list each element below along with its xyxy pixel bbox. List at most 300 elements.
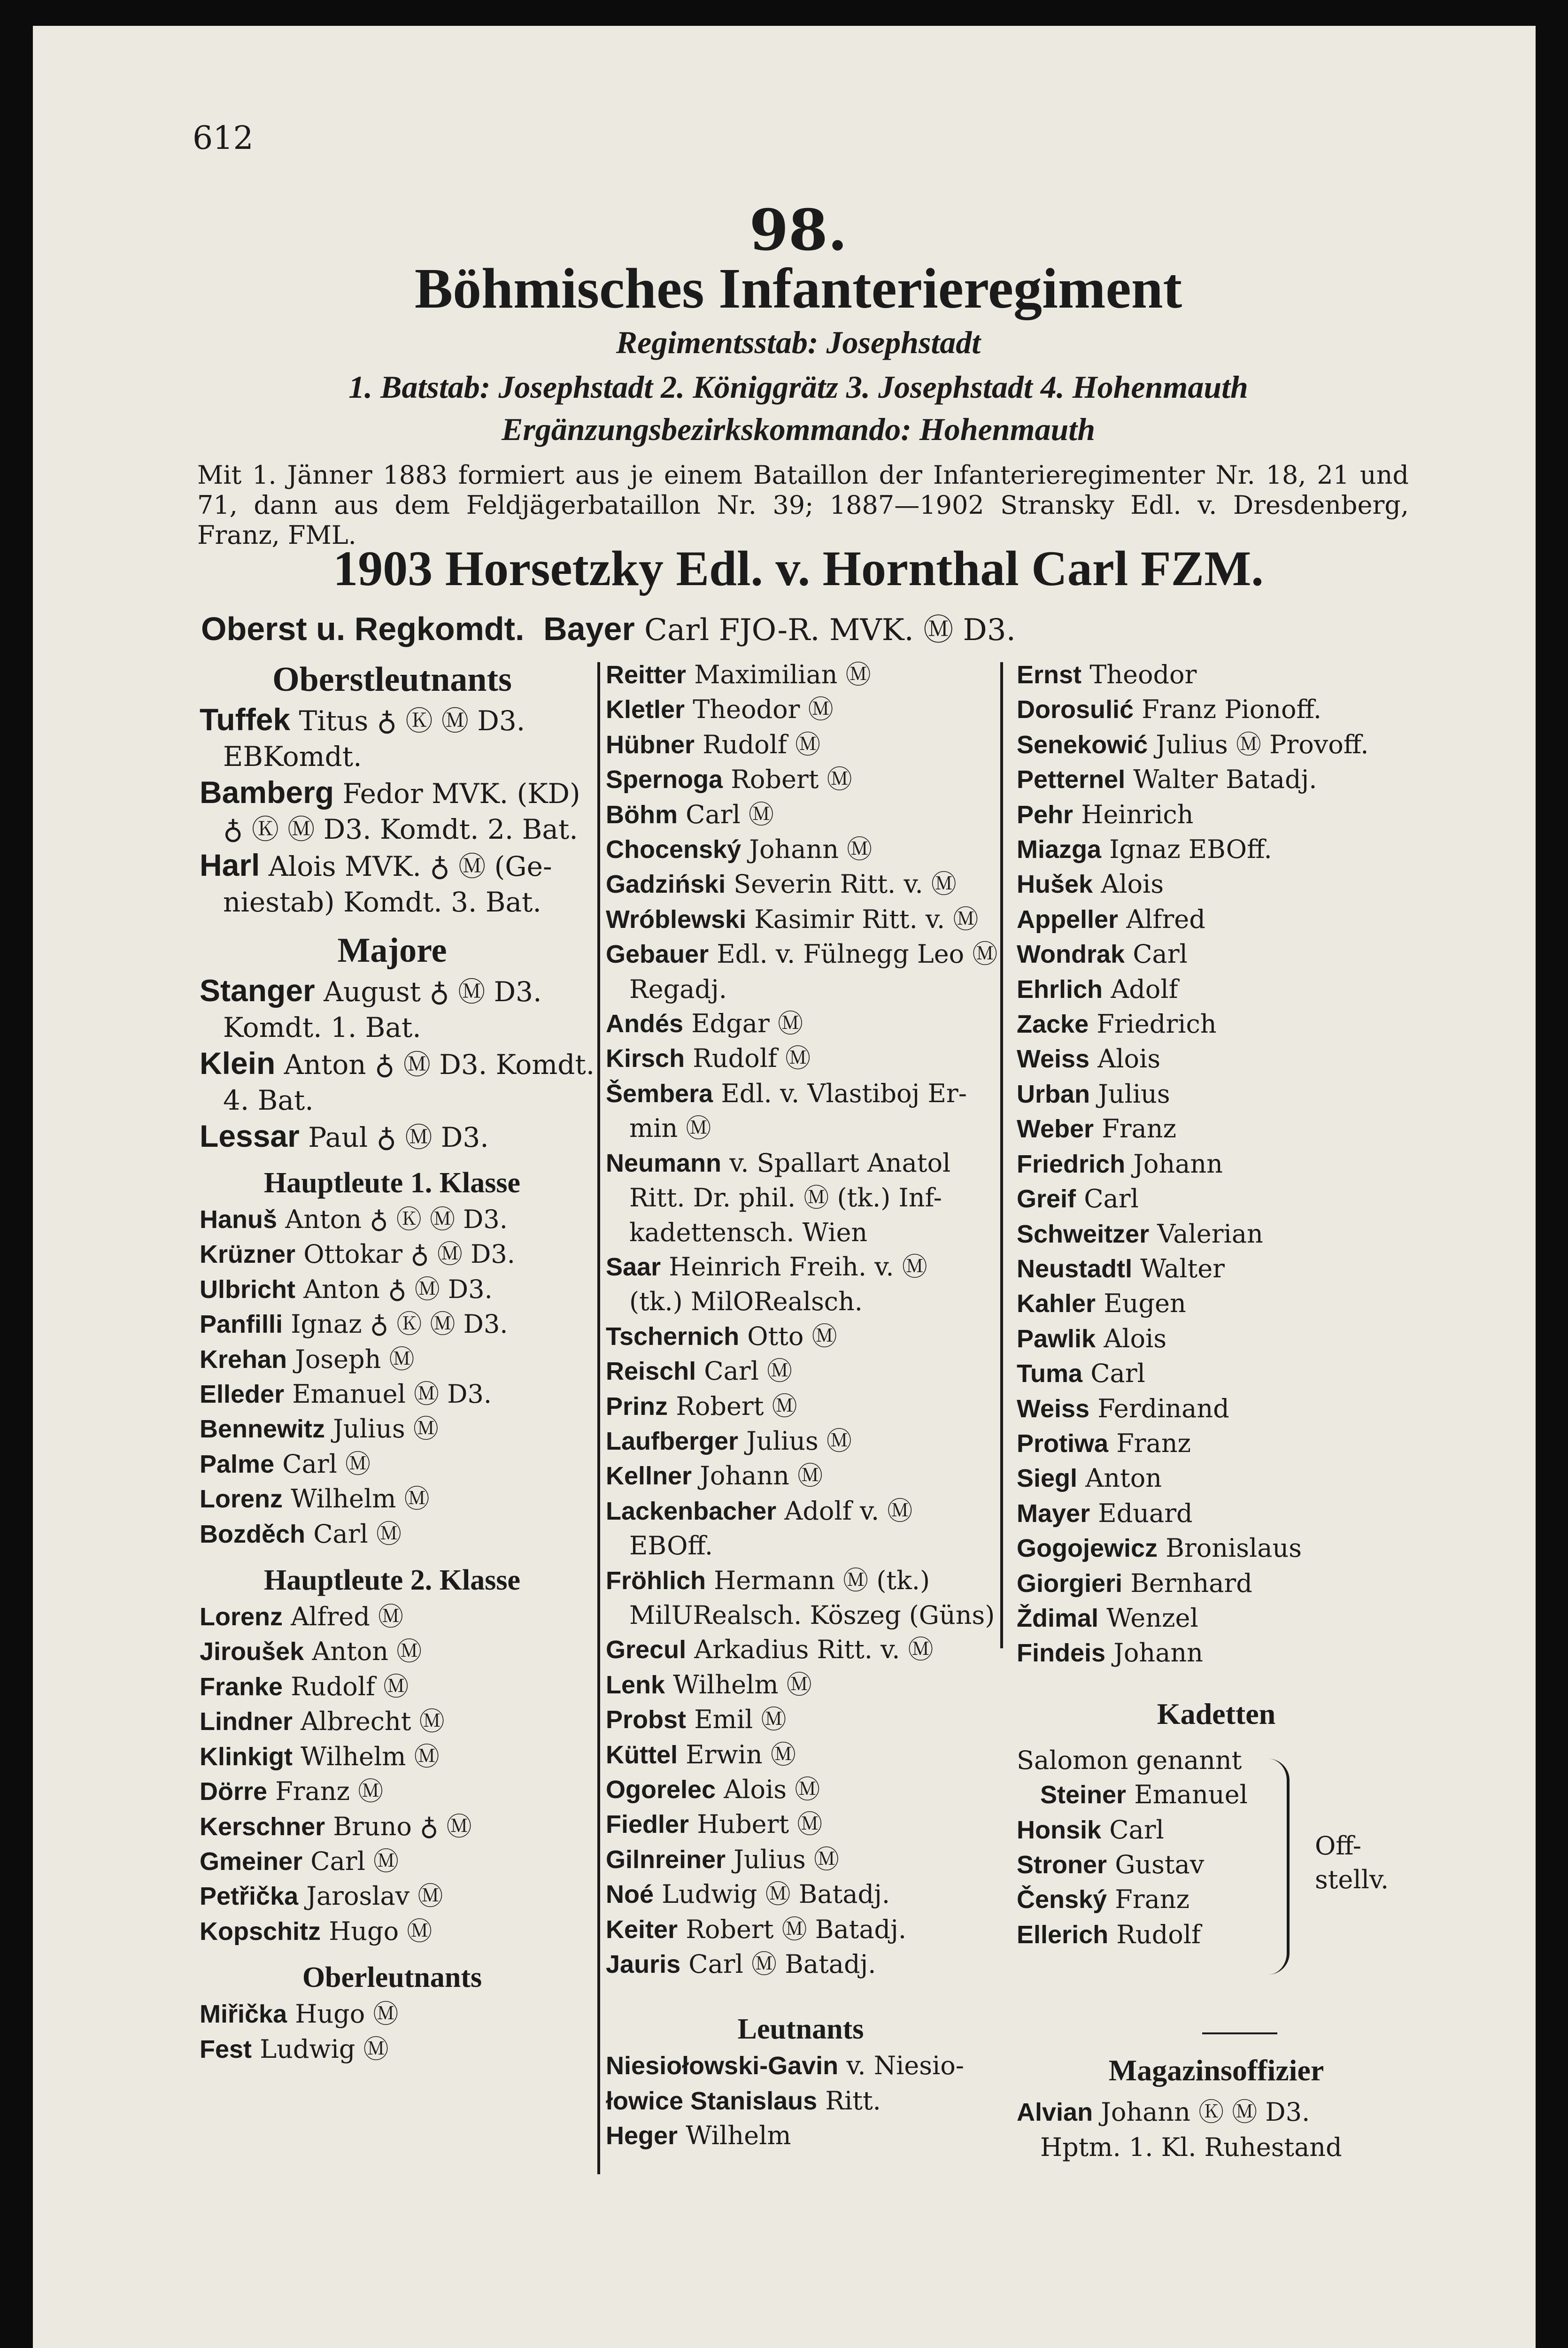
- roster-entry: [200, 1237, 585, 1272]
- roster-entry: [1017, 1391, 1416, 1426]
- roster-entry: [1017, 1743, 1416, 1777]
- officer-details: Paul ♁ Ⓜ D3.: [308, 1121, 489, 1153]
- officer-details: EBKomdt.: [223, 741, 362, 772]
- officer-surname: Tuffek: [200, 702, 291, 737]
- roster-entry: [606, 1006, 996, 1041]
- officer-details: Regadj.: [629, 974, 727, 1004]
- regimentsstab: Regimentsstab: Josephstadt: [616, 324, 981, 360]
- roster-entry: [606, 867, 996, 902]
- officer-surname: Andés: [606, 1010, 684, 1038]
- roster-entry: [200, 1082, 585, 1118]
- officer-details: Johann Ⓚ Ⓜ D3.: [1101, 2097, 1310, 2127]
- officer-details: Johann: [1113, 1638, 1203, 1668]
- officer-details: Ignaz ♁ Ⓚ Ⓜ D3.: [291, 1309, 508, 1339]
- officer-surname: Panfilli: [200, 1310, 283, 1339]
- roster-entry: [1017, 1217, 1416, 1251]
- officer-surname: Harl: [200, 848, 260, 882]
- officer-details: Robert Ⓜ: [731, 765, 852, 795]
- officer-details: ♁ Ⓚ Ⓜ D3. Komdt. 2. Bat.: [223, 813, 578, 845]
- column-3: [1017, 657, 1416, 2164]
- section-heading: Majore: [337, 931, 447, 970]
- officer-details: Carl Ⓜ: [282, 1449, 371, 1479]
- roster-entry: [606, 1598, 996, 1632]
- officer-surname: Petternel: [1017, 765, 1126, 794]
- officer-surname: Fiedler: [606, 1810, 689, 1839]
- officer-surname: Ellerich: [1017, 1920, 1109, 1949]
- officer-details: Johann: [1133, 1149, 1223, 1179]
- roster-entry: [1017, 762, 1416, 797]
- roster-entry: [200, 811, 585, 847]
- offstellv-label: Off-stellv.: [1315, 1831, 1389, 1894]
- roster-entry: [606, 1111, 996, 1145]
- officer-details: Franz Pionoff.: [1142, 695, 1322, 725]
- officer-surname: Stroner: [1017, 1851, 1107, 1879]
- officer-details: Hugo Ⓜ: [295, 1999, 399, 2029]
- officer-surname: Böhm: [606, 800, 678, 829]
- officer-surname: Laufberger: [606, 1427, 739, 1455]
- officer-details: Theodor Ⓜ: [693, 695, 834, 725]
- officer-surname: Weiss: [1017, 1394, 1090, 1423]
- roster-entry: [606, 1668, 996, 1702]
- officer-surname: Kirsch: [606, 1044, 685, 1073]
- officer-details: Arkadius Ritt. v. Ⓜ: [694, 1635, 934, 1665]
- officer-surname: Klein: [200, 1046, 276, 1081]
- officer-details: Bronislaus: [1166, 1533, 1302, 1563]
- roster-entry: [1017, 867, 1416, 902]
- officer-details: Carl: [1133, 939, 1188, 969]
- roster-list: [1017, 2095, 1416, 2164]
- officer-surname: Tuma: [1017, 1359, 1083, 1388]
- officer-details: Alois: [1101, 869, 1164, 899]
- officer-surname: Miřička: [200, 2000, 287, 2029]
- officer-surname: Grecul: [606, 1636, 687, 1664]
- officer-surname: Fröhlich: [606, 1566, 706, 1595]
- officer-surname: Jauris: [606, 1950, 681, 1979]
- roster-entry: [200, 1412, 585, 1446]
- roster-entry: [606, 2118, 996, 2153]
- officer-details: Adolf v. Ⓜ: [784, 1496, 913, 1526]
- roster-entry: [606, 1181, 996, 1215]
- officer-surname: Neustadtl: [1017, 1254, 1133, 1283]
- roster-entry: [200, 884, 585, 920]
- officer-surname: Lenk: [606, 1670, 665, 1699]
- roster-entry: [1017, 1251, 1416, 1286]
- officer-surname: Alvian: [1017, 2098, 1093, 2127]
- officer-surname: Hanuš: [200, 1205, 278, 1234]
- officer-details: Maximilian Ⓜ: [694, 660, 871, 689]
- oberst-details: Carl FJO-R. MVK. Ⓜ D3.: [644, 613, 1016, 648]
- officer-surname: Ernst: [1017, 661, 1082, 689]
- roster-entry: [1017, 1286, 1416, 1321]
- officer-details: Komdt. 1. Bat.: [223, 1012, 421, 1043]
- section-heading: Magazinsoffizier: [1108, 2054, 1324, 2087]
- inhaber-line: 1903 Horsetzky Edl. v. Hornthal Carl FZM.: [333, 541, 1264, 596]
- officer-surname: Prinz: [606, 1392, 668, 1421]
- roster-entry: [200, 1669, 585, 1704]
- officer-details: Kasimir Ritt. v. Ⓜ: [754, 904, 979, 934]
- officer-details: Eugen: [1104, 1289, 1186, 1319]
- officer-details: Julius Ⓜ: [734, 1844, 839, 1874]
- roster-entry: [200, 973, 585, 1010]
- roster-entry: [1017, 1566, 1416, 1601]
- officer-surname: Gadziński: [606, 870, 726, 899]
- officer-details: Adolf: [1111, 974, 1178, 1004]
- roster-entry: [606, 1772, 996, 1807]
- roster-entry: [606, 2084, 996, 2118]
- officer-surname: Keiter: [606, 1915, 678, 1944]
- officer-surname: Gebauer: [606, 940, 709, 969]
- officer-details: Bruno ♁ Ⓜ: [333, 1811, 472, 1841]
- roster-entry: [1017, 1426, 1416, 1461]
- officer-details: Alfred Ⓜ: [291, 1602, 403, 1632]
- officer-surname: Klinkigt: [200, 1742, 293, 1771]
- officer-surname: Miazga: [1017, 835, 1102, 864]
- officer-details: Edl. v. Fülnegg Leo Ⓜ: [717, 939, 998, 969]
- officer-details: Emanuel: [1134, 1780, 1248, 1810]
- officer-details: Carl Ⓜ: [686, 799, 774, 829]
- officer-surname: Probst: [606, 1706, 687, 1734]
- roster-entry: [1017, 1461, 1416, 1496]
- roster-entry: [606, 727, 996, 762]
- officer-surname: Bennewitz: [200, 1415, 325, 1444]
- roster-entry: [606, 1632, 996, 1667]
- officer-details: Carl Ⓜ: [313, 1519, 402, 1549]
- officer-surname: Krehan: [200, 1345, 287, 1374]
- officer-details: 4. Bat.: [223, 1084, 314, 1116]
- officer-details: Johann Ⓜ: [700, 1461, 823, 1491]
- roster-entry: [1017, 727, 1416, 762]
- officer-surname: Jiroušek: [200, 1637, 304, 1666]
- roster-entry: [606, 1215, 996, 1250]
- officer-surname: Gilnreiner: [606, 1845, 726, 1874]
- officer-surname: Friedrich: [1017, 1150, 1126, 1178]
- officer-details: Julius Ⓜ: [333, 1414, 439, 1444]
- officer-surname: Kahler: [1017, 1290, 1096, 1318]
- roster-list: [200, 1202, 585, 1552]
- officer-surname: Spernoga: [606, 765, 723, 794]
- column-2: [606, 657, 996, 2154]
- roster-entry: [200, 1447, 585, 1482]
- officer-surname: Palme: [200, 1450, 275, 1478]
- officer-details: Robert Ⓜ Batadj.: [686, 1914, 907, 1944]
- officer-details: Walter Batadj.: [1133, 765, 1317, 795]
- roster-entry: [606, 1807, 996, 1842]
- section-heading: Leutnants: [737, 2013, 864, 2046]
- officer-details: Wilhelm Ⓜ: [301, 1741, 440, 1771]
- roster-entry: [1017, 1147, 1416, 1182]
- officer-details: MilURealsch. Köszeg (Güns): [629, 1600, 995, 1630]
- officer-details: Ritt.: [825, 2085, 881, 2116]
- officer-details: Rudolf Ⓜ: [291, 1671, 409, 1701]
- officer-details: August ♁ Ⓜ D3.: [324, 976, 542, 1008]
- officer-details: Severin Ritt. v. Ⓜ: [734, 869, 957, 899]
- officer-details: min Ⓜ: [629, 1113, 711, 1143]
- officer-details: Wilhelm Ⓜ: [291, 1484, 430, 1514]
- officer-details: (tk.) MilORealsch.: [629, 1287, 863, 1317]
- roster-entry: [606, 1041, 996, 1076]
- roster-entry: [200, 1914, 585, 1949]
- roster-entry: [1017, 657, 1416, 692]
- roster-entry: [200, 847, 585, 884]
- officer-details: Hugo Ⓜ: [329, 1916, 433, 1946]
- officer-details: Alfred: [1126, 904, 1205, 934]
- officer-surname: Weiss: [1017, 1045, 1090, 1074]
- column-1: [200, 657, 595, 2067]
- officer-details: Ludwig Ⓜ: [260, 2034, 389, 2064]
- officer-surname: Weber: [1017, 1115, 1094, 1143]
- roster-entry: [606, 1563, 996, 1598]
- regiment-number: 98.: [749, 197, 848, 263]
- officer-surname: Mayer: [1017, 1499, 1090, 1528]
- separator-rule: [1202, 2032, 1277, 2034]
- officer-details: Wilhelm: [686, 2121, 791, 2151]
- officer-details: EBOff.: [629, 1531, 713, 1561]
- roster-entry: [200, 2032, 585, 2067]
- roster-entry: [200, 1599, 585, 1634]
- officer-surname: Honsik: [1017, 1815, 1102, 1844]
- roster-entry: [200, 1704, 585, 1739]
- roster-entry: [1017, 1007, 1416, 1042]
- roster-entry: [1017, 1496, 1416, 1531]
- officer-surname: Kletler: [606, 695, 685, 724]
- officer-surname: Krüzner: [200, 1240, 296, 1269]
- officer-details: Wenzel: [1106, 1603, 1198, 1633]
- section-heading: Oberleutnants: [302, 1962, 482, 1994]
- officer-details: Heinrich Freih. v. Ⓜ: [669, 1251, 927, 1282]
- roster-entry: [606, 1947, 996, 1982]
- roster-list: [606, 2048, 996, 2153]
- officer-surname: Giorgieri: [1017, 1569, 1123, 1598]
- roster-entry: [200, 1118, 585, 1155]
- roster-entry: [606, 1842, 996, 1877]
- officer-details: Eduard: [1098, 1498, 1193, 1528]
- officer-surname: Pehr: [1017, 800, 1074, 829]
- officer-details: Anton ♁ Ⓜ D3. Komdt.: [284, 1049, 595, 1081]
- officer-details: Bernhard: [1130, 1568, 1252, 1598]
- officer-details: Hubert Ⓜ: [697, 1809, 823, 1839]
- officer-details: Franz: [1115, 1885, 1190, 1915]
- roster-entry: [1017, 2095, 1416, 2130]
- roster-entry: [606, 1877, 996, 1912]
- officer-details: Carl: [1109, 1815, 1164, 1845]
- officer-details: Carl: [1084, 1184, 1139, 1214]
- officer-details: Franz Ⓜ: [275, 1776, 384, 1807]
- roster-entry: [606, 762, 996, 797]
- regiment-title: Böhmisches Infanterieregiment: [414, 257, 1182, 320]
- officer-surname: Franke: [200, 1672, 283, 1701]
- roster-entry: [200, 1202, 585, 1237]
- officer-surname: Hušek: [1017, 870, 1093, 899]
- officer-details: Julius Ⓜ Provoff.: [1156, 729, 1369, 759]
- officer-surname: Protiwa: [1017, 1429, 1109, 1458]
- officer-surname: Dorosulić: [1017, 695, 1134, 724]
- roster-list: [606, 657, 996, 1982]
- officer-surname: Siegl: [1017, 1464, 1078, 1493]
- roster-entry: [606, 1146, 996, 1181]
- ergaenzungsbezirk: Ergänzungsbezirkskommando: Hohenmauth: [501, 411, 1096, 447]
- officer-surname: Appeller: [1017, 905, 1119, 934]
- roster-entry: [200, 1377, 585, 1412]
- roster-entry: [606, 657, 996, 692]
- officer-details: Julius Ⓜ: [746, 1426, 852, 1456]
- roster-entry: [1017, 1112, 1416, 1146]
- officer-surname: Wróblewski: [606, 905, 747, 934]
- roster-entry: [1017, 1321, 1416, 1356]
- roster-list: [200, 702, 585, 920]
- officer-surname: Dörre: [200, 1777, 268, 1806]
- officer-surname: Saar: [606, 1252, 661, 1281]
- officer-details: v. Spallart Anatol: [729, 1148, 951, 1178]
- roster-entry: [606, 1389, 996, 1424]
- roster-entry: [200, 1482, 585, 1516]
- officer-details: Jaroslav Ⓜ: [306, 1881, 443, 1911]
- officer-surname: Urban: [1017, 1080, 1090, 1108]
- roster-entry: [606, 1076, 996, 1111]
- officer-details: Emil Ⓜ: [694, 1705, 787, 1735]
- roster-entry: [200, 1307, 585, 1342]
- officer-surname: Reischl: [606, 1357, 696, 1386]
- officer-surname: Kellner: [606, 1462, 692, 1491]
- roster-entry: [1017, 1636, 1416, 1670]
- roster-list: [1017, 657, 1416, 1671]
- officer-details: v. Niesio-: [846, 2051, 964, 2081]
- roster-list: [200, 1997, 585, 2067]
- officer-surname: Kopschitz: [200, 1917, 321, 1946]
- roster-entry: [1017, 2130, 1416, 2164]
- officer-details: Carl Ⓜ: [310, 1846, 399, 1876]
- officer-surname: Küttel: [606, 1740, 678, 1769]
- roster-entry: [1017, 797, 1416, 832]
- officer-surname: Niesiołowski-Gavin: [606, 2052, 839, 2080]
- roster-entry: [200, 1634, 585, 1669]
- officer-surname: Ždimal: [1017, 1604, 1099, 1632]
- roster-entry: [1017, 1077, 1416, 1112]
- officer-surname: Fest: [200, 2035, 252, 2063]
- section-heading: Hauptleute 2. Klasse: [264, 1564, 520, 1597]
- roster-entry: [606, 1738, 996, 1772]
- roster-entry: [200, 1045, 595, 1082]
- roster-entry: [606, 1354, 996, 1389]
- officer-details: Edl. v. Vlastiboj Er-: [721, 1078, 967, 1108]
- officer-details: Heinrich: [1081, 799, 1194, 829]
- officer-surname: Šembera: [606, 1079, 713, 1108]
- roster-entry: [200, 1809, 585, 1844]
- roster-entry: [606, 797, 996, 832]
- roster-entry: [606, 972, 996, 1006]
- batstab: 1. Batstab: Josephstadt 2. Königgrätz 3. Josephstadt 4. Hohenmauth: [348, 369, 1248, 405]
- section-heading: Oberstleutnants: [272, 660, 512, 699]
- officer-surname: Zacke: [1017, 1010, 1089, 1039]
- officer-surname: Noé: [606, 1880, 654, 1909]
- officer-surname: Stanger: [200, 973, 315, 1008]
- roster-list: [200, 1599, 585, 1949]
- officer-surname: Steiner: [1040, 1781, 1127, 1809]
- roster-entry: [200, 1010, 585, 1045]
- officer-details: Salomon genannt: [1017, 1745, 1242, 1775]
- roster-entry: [606, 692, 996, 727]
- officer-surname: Senekowić: [1017, 730, 1148, 759]
- officer-surname: Heger: [606, 2122, 678, 2150]
- roster-entry: [1017, 832, 1416, 867]
- officer-surname: Lorenz: [200, 1485, 283, 1514]
- officer-details: Titus ♁ Ⓚ Ⓜ D3.: [299, 705, 525, 737]
- officer-surname: Schweitzer: [1017, 1220, 1150, 1248]
- roster-entry: [1017, 902, 1416, 937]
- officer-surname: Gogojewicz: [1017, 1534, 1158, 1563]
- officer-surname: Ulbricht: [200, 1275, 296, 1304]
- officer-details: niestab) Komdt. 3. Bat.: [223, 886, 541, 918]
- column-divider-left: [597, 662, 600, 2174]
- officer-details: Rudolf Ⓜ: [693, 1043, 811, 1074]
- column-divider-right: [1000, 662, 1003, 1648]
- officer-details: Anton Ⓜ: [312, 1637, 422, 1667]
- officer-details: Erwin Ⓜ: [686, 1739, 796, 1769]
- roster-entry: [606, 1284, 996, 1319]
- roster-entry: [1017, 692, 1416, 727]
- officer-surname: Čenský: [1017, 1885, 1107, 1914]
- officer-details: Ritt. Dr. phil. Ⓜ (tk.) Inf-: [629, 1183, 942, 1213]
- officer-surname: Ehrlich: [1017, 975, 1103, 1004]
- officer-details: Valerian: [1157, 1219, 1263, 1249]
- officer-details: Anton: [1085, 1463, 1162, 1493]
- roster-entry: [200, 1774, 585, 1809]
- roster-entry: [606, 1459, 996, 1493]
- officer-surname: Findeis: [1017, 1639, 1106, 1668]
- officer-details: Hermann Ⓜ (tk.): [714, 1565, 930, 1595]
- officer-surname: Petřička: [200, 1882, 299, 1911]
- page-number: 612: [193, 120, 254, 157]
- roster-entry: [606, 1702, 996, 1737]
- section-heading: Hauptleute 1. Klasse: [264, 1167, 520, 1199]
- officer-surname: łowice Stanislaus: [606, 2086, 818, 2115]
- officer-details: Robert Ⓜ: [676, 1391, 797, 1421]
- officer-details: Ferdinand: [1097, 1393, 1229, 1423]
- officer-surname: Bamberg: [200, 775, 334, 810]
- roster-entry: [1017, 1182, 1416, 1216]
- roster-entry: [200, 1342, 585, 1377]
- roster-entry: [606, 1529, 996, 1563]
- officer-details: kadettensch. Wien: [629, 1217, 868, 1247]
- officer-surname: Lessar: [200, 1119, 300, 1153]
- officer-details: Otto Ⓜ: [747, 1321, 837, 1351]
- roster-entry: [200, 1879, 585, 1914]
- officer-details: Joseph Ⓜ: [295, 1344, 415, 1374]
- roster-entry: [200, 1272, 585, 1307]
- officer-surname: Tschernich: [606, 1322, 740, 1351]
- officer-surname: Lorenz: [200, 1603, 283, 1631]
- officer-details: Ottokar ♁ Ⓜ D3.: [303, 1239, 515, 1269]
- formation-note: Mit 1. Jänner 1883 formiert aus je einem Bataillon der Infanterieregimenter Nr. 18, 21 und 71, dann aus dem Feldjägerbataillon Nr. 39; 1887—1902 Stransky Edl. v. Dresdenberg, Franz, FML.: [197, 460, 1409, 550]
- roster-entry: [200, 702, 585, 739]
- officer-details: Wilhelm Ⓜ: [673, 1669, 812, 1699]
- roster-entry: [1017, 1917, 1416, 1952]
- officer-details: Alois: [1097, 1044, 1161, 1074]
- officer-details: Anton ♁ Ⓜ D3.: [303, 1274, 493, 1304]
- roster-entry: [1017, 1356, 1416, 1391]
- officer-surname: Chocenský: [606, 835, 742, 864]
- roster-entry: [200, 1844, 585, 1879]
- officer-surname: Neumann: [606, 1149, 722, 1177]
- officer-details: Rudolf Ⓜ: [703, 729, 821, 759]
- officer-surname: Kerschner: [200, 1812, 325, 1841]
- officer-details: Julius: [1098, 1079, 1170, 1109]
- officer-surname: Ogorelec: [606, 1776, 716, 1804]
- roster-entry: [1017, 1777, 1416, 1812]
- roster-entry: [606, 1250, 996, 1284]
- roster-entry: [200, 739, 585, 774]
- officer-surname: Wondrak: [1017, 940, 1125, 969]
- oberst-name: Bayer: [543, 610, 635, 647]
